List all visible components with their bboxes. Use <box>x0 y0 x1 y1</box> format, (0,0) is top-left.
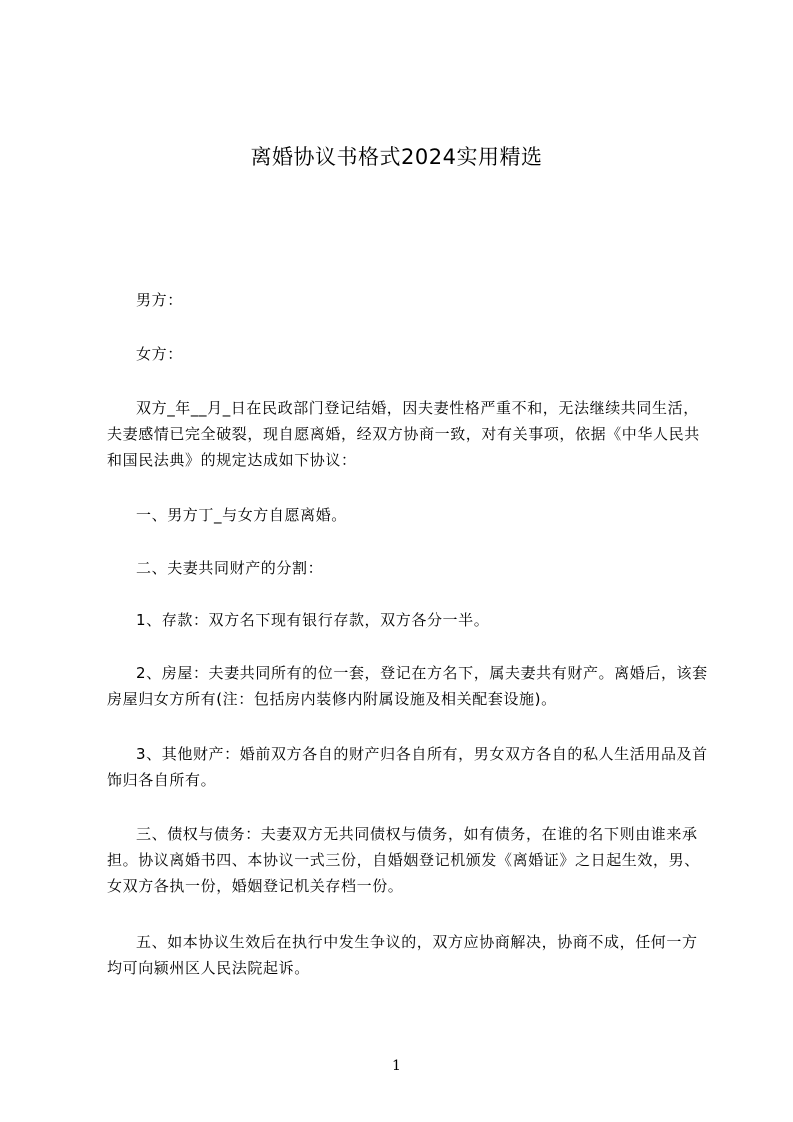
paragraph-house: 2、房屋：夫妻共同所有的位一套，登记在方名下，属夫妻共有财产。离婚后，该套房屋归女方所有(注：包括房内装修内附属设施及相关配套设施)。 <box>107 664 708 708</box>
paragraph-clause-1: 一、男方丁_与女方自愿离婚。 <box>136 506 347 524</box>
document-title: 离婚协议书格式2024实用精选 <box>250 145 543 169</box>
paragraph-clause-5: 五、如本协议生效后在执行中发生争议的，双方应协商解决，协商不成，任何一方均可向颍州区人民法院起诉。 <box>107 933 698 977</box>
paragraph-deposits: 1、存款：双方名下现有银行存款，双方各分一半。 <box>136 611 490 629</box>
page-number: 1 <box>392 1058 401 1074</box>
paragraph-female-party: 女方： <box>136 345 183 363</box>
paragraph-clause-2-heading: 二、夫妻共同财产的分割： <box>136 559 324 577</box>
paragraph-male-party: 男方： <box>136 291 183 309</box>
paragraph-preamble: 双方_年__月_日在民政部门登记结婚，因夫妻性格严重不和，无法继续共同生活，夫妻感情已完全破裂，现自愿离婚，经双方协商一致，对有关事项，依据《中华人民共和国民法典》的规定达成如下协议： <box>107 399 700 469</box>
paragraph-other-property: 3、其他财产：婚前双方各自的财产归各自所有，男女双方各自的私人生活用品及首饰归各自所有。 <box>107 745 708 789</box>
paragraph-debts: 三、债权与债务：夫妻双方无共同债权与债务，如有债务，在谁的名下则由谁来承担。协议离婚书四、本协议一式三份，自婚姻登记机颁发《离婚证》之日起生效，男、女双方各执一份，婚姻登记机关存档一份。 <box>107 825 700 895</box>
